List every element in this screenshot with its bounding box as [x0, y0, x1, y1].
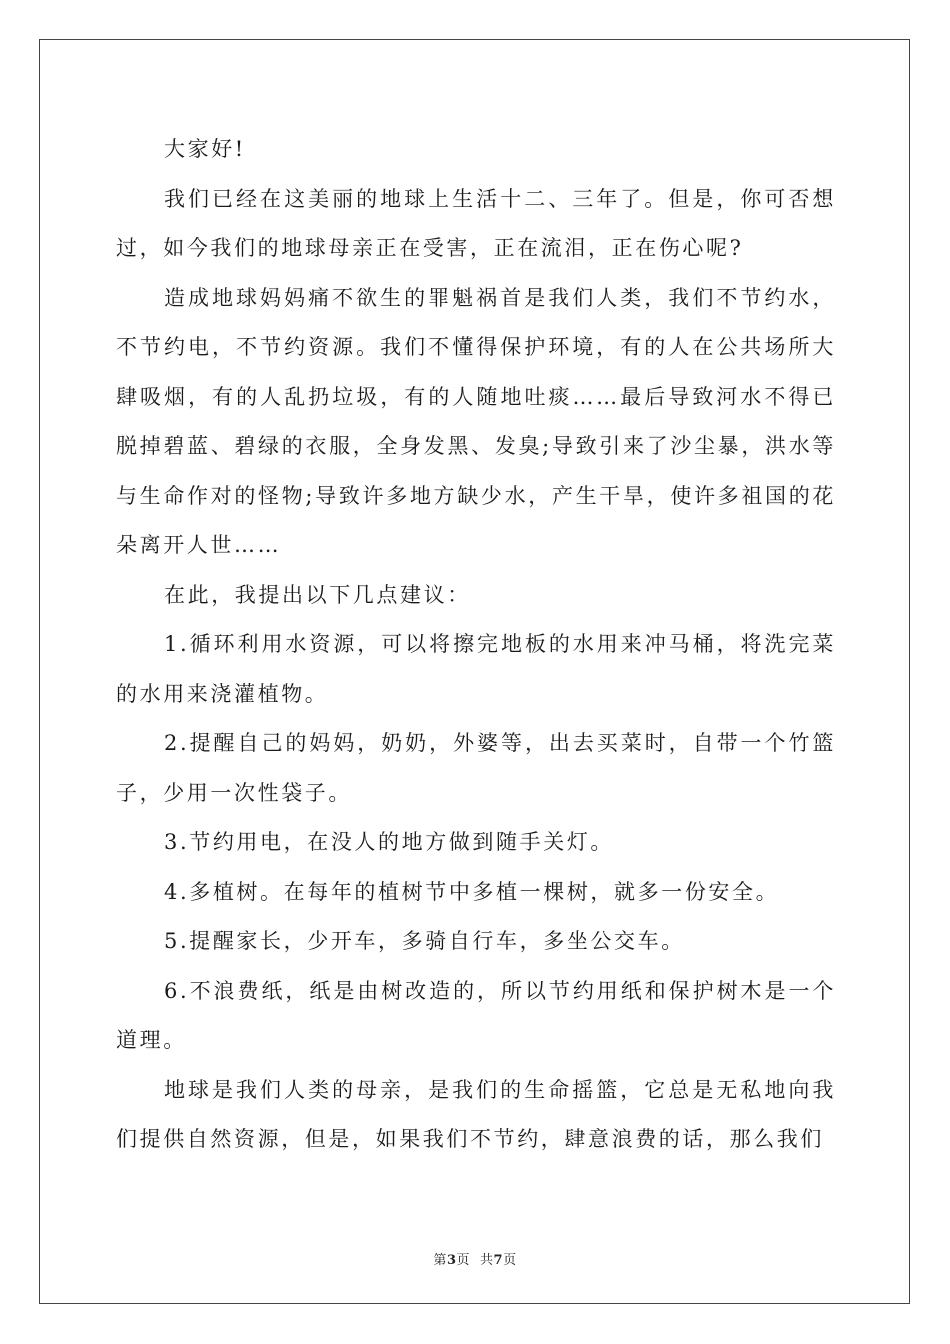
- greeting-paragraph: 大家好!: [164, 137, 246, 161]
- suggestion-item-3: 3.节约用电，在没人的地方做到随手关灯。: [164, 830, 615, 854]
- suggestion-intro-paragraph: 在此，我提出以下几点建议：: [164, 582, 471, 607]
- total-page-number: 7: [493, 1253, 504, 1268]
- page-prefix: 第: [433, 1253, 447, 1268]
- cause-paragraph: 造成地球妈妈痛不欲生的罪魁祸首是我们人类，我们不节约水，不节约电，不节约资源。我们不懂得保护环境，有的人在公共场所大肆吸烟，有的人乱扔垃圾，有的人随地吐痰……最后导致河水不得已脱掉碧蓝、碧绿的衣服，全身发黑、发臭;导致引来了沙尘暴，洪水等与生命作对的怪物;导致许多地方缺少水，产生干旱，使许多祖国的花朵离开人世……: [116, 285, 836, 557]
- current-page-number: 3: [446, 1253, 457, 1268]
- closing-paragraph: 地球是我们人类的母亲，是我们的生命摇篮，它总是无私地向我们提供自然资源，但是，如果我们不节约，肆意浪费的话，那么我们: [116, 1077, 836, 1151]
- page-suffix: 页: [456, 1253, 470, 1268]
- suggestion-item-5: 5.提醒家长，少开车，多骑自行车，多坐公交车。: [164, 929, 685, 953]
- total-suffix: 页: [503, 1253, 517, 1268]
- intro-paragraph: 我们已经在这美丽的地球上生活十二、三年了。但是，你可否想过，如今我们的地球母亲正在受害，正在流泪，正在伤心呢?: [116, 186, 836, 260]
- suggestion-item-4: 4.多植树。在每年的植树节中多植一棵树，就多一份安全。: [164, 879, 780, 904]
- suggestion-item-1: 1.循环利用水资源，可以将擦完地板的水用来冲马桶，将洗完菜的水用来浇灌植物。: [116, 632, 836, 706]
- suggestion-item-6: 6.不浪费纸，纸是由树改造的，所以节约用纸和保护树木是一个道理。: [116, 978, 836, 1052]
- page-footer: [0, 1249, 950, 1268]
- total-prefix: 共: [480, 1253, 494, 1268]
- document-body: [116, 125, 836, 1165]
- suggestion-item-2: 2.提醒自己的妈妈，奶奶，外婆等，出去买菜时，自带一个竹篮子，少用一次性袋子。: [116, 731, 836, 805]
